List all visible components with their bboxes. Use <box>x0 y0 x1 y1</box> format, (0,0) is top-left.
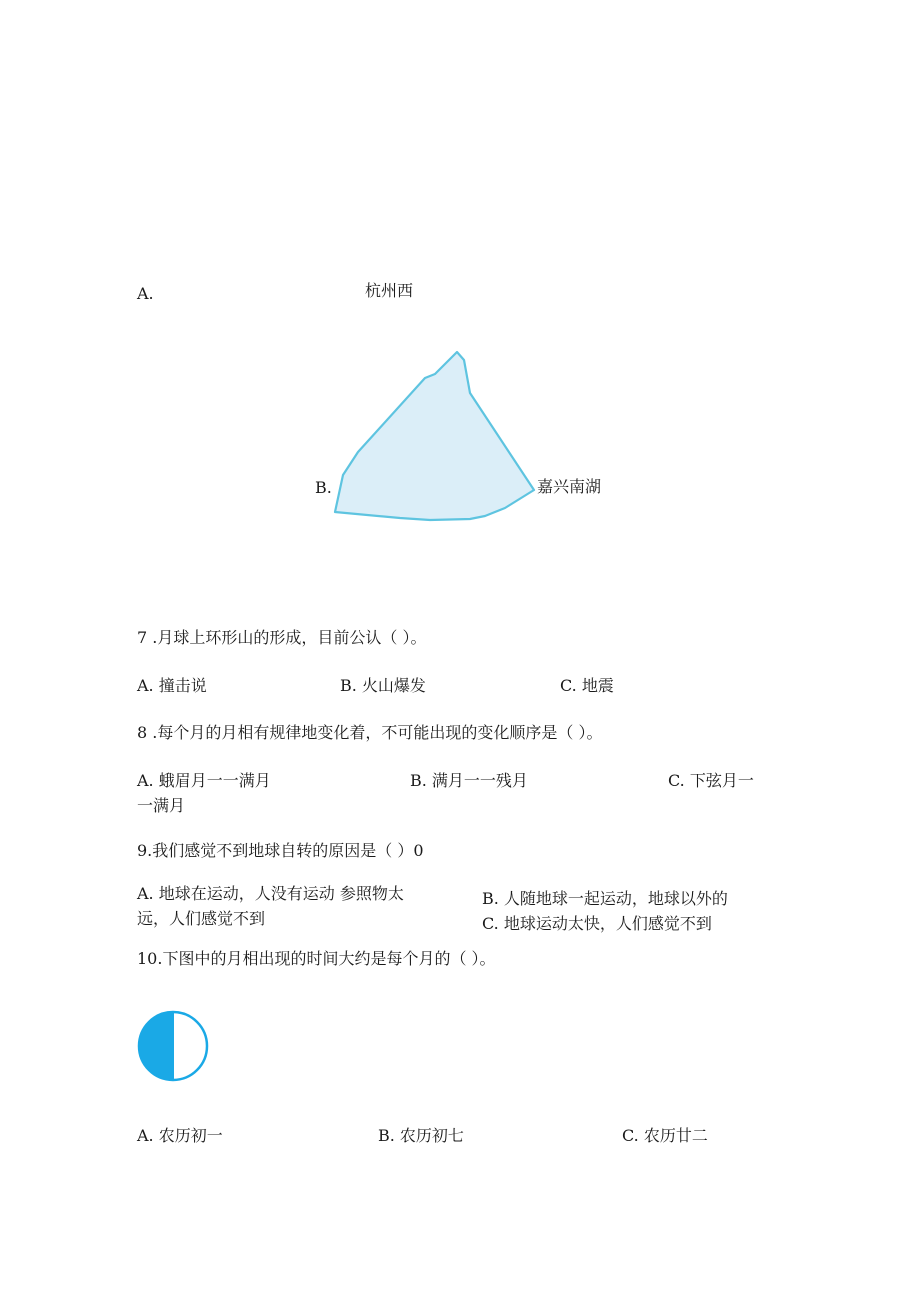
question-7-option-a[interactable]: A. 撞击说 <box>137 676 207 695</box>
question-8-option-c[interactable]: C. 下弦月一 <box>668 771 754 790</box>
question-10-option-a[interactable]: A. 农历初一 <box>137 1126 223 1145</box>
map-place-top: 杭州西 <box>365 281 414 300</box>
map-place-right: 嘉兴南湖 <box>537 477 602 496</box>
question-7-stem: 7 .月球上环形山的形成，目前公认（ ）。 <box>137 628 427 647</box>
region-map <box>330 345 540 525</box>
question-8-option-b[interactable]: B. 满月一一残月 <box>410 771 528 790</box>
question-9-option-b[interactable]: B. 人随地球一起运动，地球以外的 <box>482 889 728 908</box>
question-9-option-a-line1[interactable]: A. 地球在运动，人没有运动 参照物太 <box>137 884 404 903</box>
question-7-option-c[interactable]: C. 地震 <box>560 676 614 695</box>
region-outline <box>335 352 534 520</box>
question-9-stem: 9.我们感觉不到地球自转的原因是（ ）0 <box>137 841 424 860</box>
map-label-b: B. <box>315 478 332 497</box>
question-10-option-c[interactable]: C. 农历廿二 <box>622 1126 708 1145</box>
question-8-option-c-continued: 一满月 <box>137 796 186 815</box>
question-8-option-a[interactable]: A. 蛾眉月一一满月 <box>137 771 271 790</box>
question-9-option-a-line2: 远，人们感觉不到 <box>137 909 266 928</box>
question-9-option-c[interactable]: C. 地球运动太快，人们感觉不到 <box>482 914 712 933</box>
question-7-option-b[interactable]: B. 火山爆发 <box>340 676 426 695</box>
question-8-stem: 8 .每个月的月相有规律地变化着，不可能出现的变化顺序是（ ）。 <box>137 723 603 742</box>
question-10-option-b[interactable]: B. 农历初七 <box>378 1126 464 1145</box>
question-10-stem: 10.下图中的月相出现的时间大约是每个月的（ ）。 <box>137 949 496 968</box>
map-label-a: A. <box>137 284 154 303</box>
half-moon-icon <box>137 1010 209 1082</box>
